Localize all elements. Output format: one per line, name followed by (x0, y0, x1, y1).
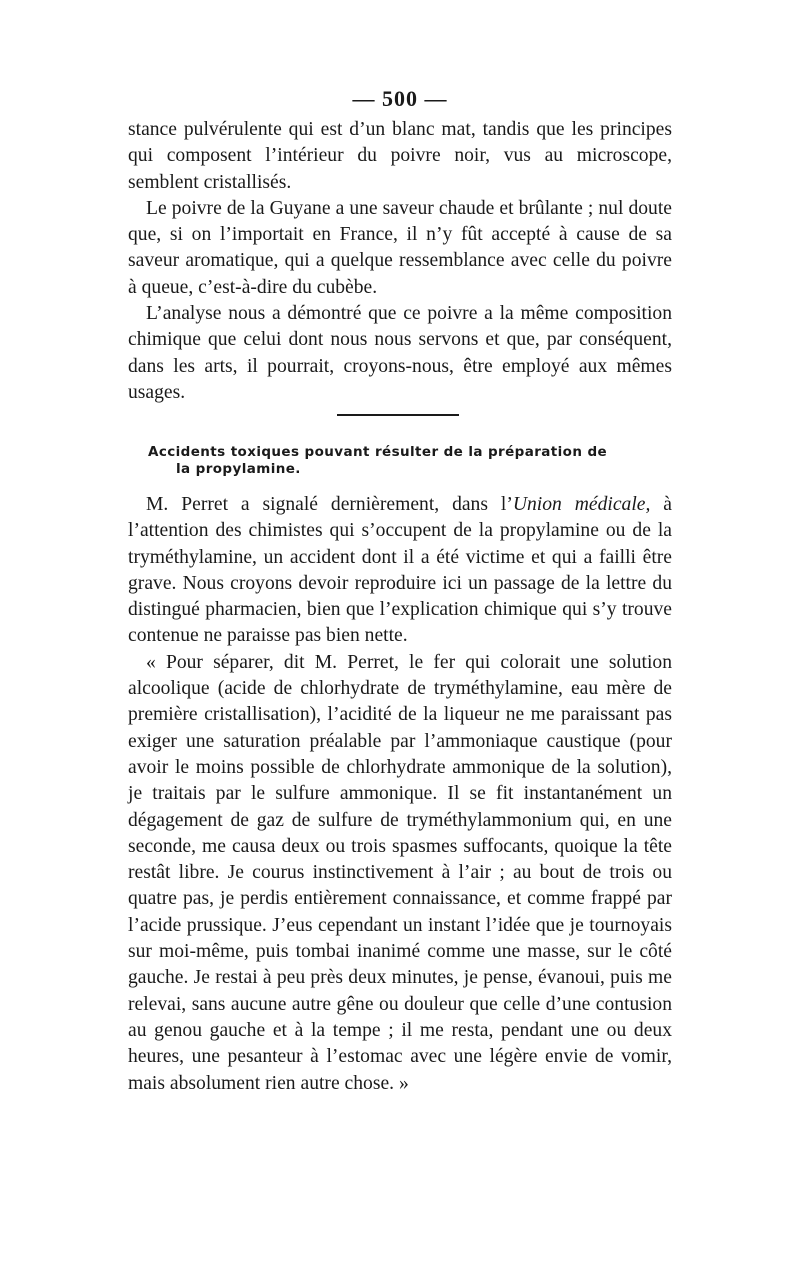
intro-paragraph-2: Le poivre de la Guyane a une saveur chaude et brûlante ; nul doute que, si on l’importait en France, il n’y fût accepté à cause de sa saveur aromatique, qui a quelque ressemblance avec celle du poivre à queue, c’est-à-dire du cubèbe. (128, 197, 672, 298)
section-divider (337, 414, 459, 416)
section-text (128, 492, 672, 1097)
journal-title: Union médicale, (512, 494, 651, 515)
section-paragraph-1 (128, 492, 672, 650)
section-paragraph-1-end: à l’attention des chimistes qui s’occupent de la propylamine ou de la tryméthylamine, un accident dont il a été victime et qui a failli être grave. Nous croyons devoir reproduire ici un passage de la lettre du distingué pharmacien, bien que l’explication chimique qui s’y trouve contenue ne paraisse pas bien nette. (128, 494, 672, 647)
section-heading-line-2: la propylamine. (176, 461, 301, 477)
page-number: — 500 — (352, 86, 448, 111)
section-heading (148, 444, 648, 478)
section-heading-line-1: Accidents toxiques pouvant résulter de la préparation de (148, 444, 608, 460)
intro-paragraph-3: L’analyse nous a démontré que ce poivre a la même composition chimique que celui dont nous nous servons et que, par conséquent, dans les arts, il pourrait, croyons-nous, être employé aux mêmes usages. (128, 303, 672, 403)
section-paragraph-1-start: M. Perret a signalé dernièrement, dans l’ (146, 494, 513, 515)
intro-paragraph-1: stance pulvérulente qui est d’un blanc mat, tandis que les principes qui composent l’intérieur du poivre noir, vus au microscope, semblent cristallisés. (128, 119, 672, 193)
intro-text (128, 117, 672, 406)
section-paragraph-2: « Pour séparer, dit M. Perret, le fer qui colorait une solution alcoolique (acide de chlorhydrate de tryméthylamine, eau mère de première cristallisation), l’acidité de la liqueur ne me paraissant pas exiger une saturation préalable par l’ammoniaque caustique (pour avoir le moins possible de chlorhydrate ammonique de la solution), je traitais par le sulfure ammonique. Il se fit instantanément un dégagement de gaz de sulfure de tryméthylammonium qui, en une seconde, me causa deux ou trois spasmes suffocants, quoique la tête restât libre. Je courus instinctivement à l’air ; au bout de trois ou quatre pas, je perdis entièrement connaissance, et comme frappé par l’acide prussique. J’eus cependant un instant l’idée que je tournoyais sur moi-même, puis tombai inanimé comme une masse, sur le côté gauche. Je restai à peu près deux minutes, je pense, évanoui, puis me relevai, sans aucune autre gêne ou douleur que celle d’une contusion au genou gauche et à la tempe ; il me resta, pendant une ou deux heures, une pesanteur à l’estomac avec une légère envie de vomir, mais absolument rien autre chose. » (128, 651, 672, 1094)
